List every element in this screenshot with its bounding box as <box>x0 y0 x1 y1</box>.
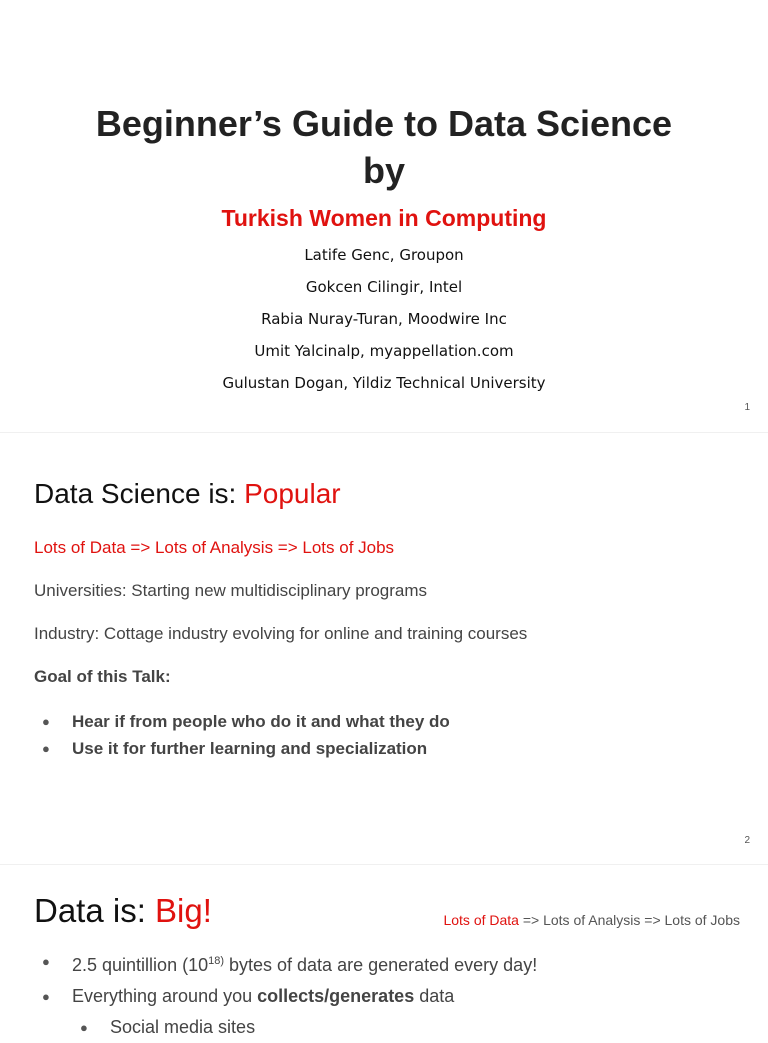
slide-1 <box>0 0 768 432</box>
heading-prefix: Data is: <box>34 892 156 929</box>
title-line-2: by <box>362 150 405 191</box>
list-item <box>34 1012 537 1043</box>
slide-2 <box>0 432 768 864</box>
bullet-text: Hear if from people who do it and what they do <box>72 712 450 731</box>
page-number-2: 2 <box>744 835 750 846</box>
goal-bullet-list <box>34 708 450 762</box>
tagline: Lots of Data => Lots of Analysis => Lots of Jobs <box>34 538 395 557</box>
tagline-rest: => Lots of Analysis => Lots of Jobs <box>518 912 740 928</box>
heading-highlight: Popular <box>244 478 341 509</box>
heading-highlight: Big! <box>155 892 212 929</box>
list-item <box>34 735 450 762</box>
bullet-text: data <box>414 986 455 1006</box>
bullet-text: Use it for further learning and specialization <box>72 739 428 758</box>
bullet-dot: ● <box>80 1020 88 1035</box>
author-2: Gokcen Cilingir, Intel <box>305 278 463 296</box>
bullet-dot: ● <box>42 989 50 1004</box>
slide-2-heading <box>34 478 341 510</box>
slide-3-heading <box>34 892 212 930</box>
bullet-dot: ● <box>42 954 50 969</box>
title-line-1: Beginner’s Guide to Data Science <box>95 103 673 144</box>
list-item <box>34 981 537 1012</box>
list-item <box>34 946 537 981</box>
sub-bullet-text: Social media sites <box>110 1017 256 1037</box>
author-3: Rabia Nuray-Turan, Moodwire Inc <box>261 310 507 328</box>
universities-line: Universities: Starting new multidisciplinary programs <box>34 581 428 600</box>
slide-1-subtitle: Turkish Women in Computing <box>221 205 547 231</box>
data-bullet-list <box>34 946 537 1043</box>
bullet-bold-text: collects/generates <box>257 986 415 1006</box>
tagline-highlight: Lots of Data <box>443 912 519 928</box>
goal-heading: Goal of this Talk: <box>34 667 171 686</box>
bullet-dot: ● <box>42 714 50 729</box>
bullet-text: Everything around you <box>72 986 258 1006</box>
heading-prefix: Data Science is: <box>34 478 245 509</box>
slide-3-tagline <box>443 912 740 928</box>
slide-3 <box>0 864 768 1037</box>
author-1: Latife Genc, Groupon <box>304 246 464 264</box>
bullet-dot: ● <box>42 741 50 756</box>
industry-line: Industry: Cottage industry evolving for online and training courses <box>34 624 528 643</box>
author-5: Gulustan Dogan, Yildiz Technical University <box>222 374 546 392</box>
bullet-text: bytes of data are generated every day! <box>224 955 538 975</box>
author-4: Umit Yalcinalp, myappellation.com <box>254 342 514 360</box>
bullet-text: 2.5 quintillion (10 <box>72 955 209 975</box>
slide-1-title <box>0 100 768 194</box>
page-number-1: 1 <box>744 402 750 413</box>
list-item <box>34 708 450 735</box>
superscript: 18) <box>208 955 224 967</box>
